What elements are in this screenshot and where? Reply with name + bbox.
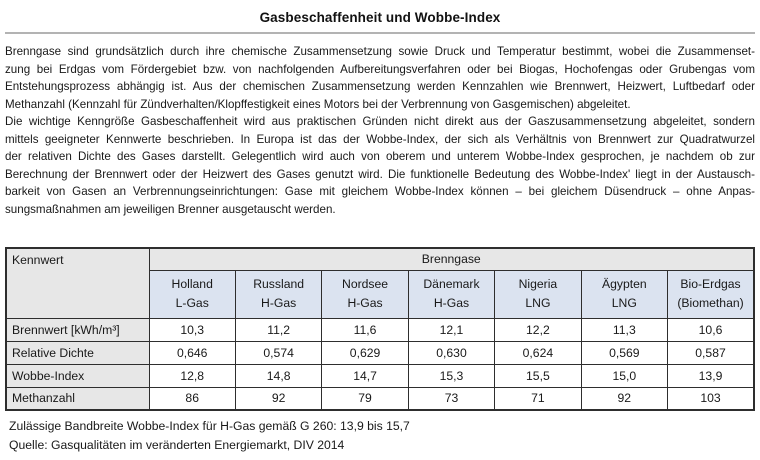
corner-header-cell: Kennwert bbox=[6, 248, 149, 318]
table-group-header-row bbox=[6, 248, 754, 270]
group-header-cell: Brenngase bbox=[149, 248, 754, 270]
column-header-region: Bio-Erdgas bbox=[680, 277, 741, 291]
table-cell: 11,6 bbox=[322, 318, 408, 341]
table-cell: 92 bbox=[581, 387, 667, 410]
column-header-gastype: H-Gas bbox=[261, 296, 297, 310]
table-cell: 13,9 bbox=[668, 364, 754, 387]
table-cell: 86 bbox=[149, 387, 235, 410]
table-cell: 79 bbox=[322, 387, 408, 410]
table-cell: 0,569 bbox=[581, 341, 667, 364]
table-cell: 10,3 bbox=[149, 318, 235, 341]
table-cell: 11,2 bbox=[235, 318, 321, 341]
column-header-gastype: H-Gas bbox=[433, 296, 470, 310]
column-header-region: Nigeria bbox=[518, 277, 558, 291]
body-line: barkeit von Gasen an Verbrennungseinrichtungen: Gase mit gleichem Wobbe-Index können – bei gleichem Düsendruck – ohne Anpas- bbox=[5, 185, 755, 198]
table-row-relative-dichte bbox=[6, 341, 754, 364]
row-label: Relative Dichte bbox=[6, 341, 149, 364]
body-line: Berechnung der Brennwert oder der Heizwert des Gases genutzt wird. Die funktionelle Bedeutung des Wobbe-Index' liegt in der Austausch- bbox=[5, 167, 755, 181]
column-header bbox=[495, 270, 581, 318]
column-header-gastype: H-Gas bbox=[347, 296, 383, 310]
table-cell: 0,629 bbox=[322, 341, 408, 364]
body-line: sungsmaßnahmen am jeweiligen Brenner ausgetauscht werden. bbox=[5, 202, 336, 216]
table-cell: 0,630 bbox=[408, 341, 494, 364]
body-line: mittels geeigneter Kennwerte beschrieben. In Europa ist das der Wobbe-Index, der sich als Verhältnis von Brennwert zur Quadratwurzel bbox=[5, 132, 755, 146]
body-line: Methanzahl (Kennzahl für Zündverhalten/Klopffestigkeit eines Motors bei der Verbrennung von Gasgemischen) abgeleitet. bbox=[5, 97, 631, 111]
column-header-region: Russland bbox=[253, 277, 305, 291]
table-cell: 71 bbox=[495, 387, 581, 410]
column-header bbox=[408, 270, 494, 318]
column-header-region: Ägypten bbox=[601, 277, 647, 291]
row-label: Brennwert [kWh/m³] bbox=[6, 318, 149, 341]
column-header bbox=[149, 270, 235, 318]
body-text bbox=[5, 43, 755, 218]
table-cell: 12,1 bbox=[408, 318, 494, 341]
column-header-region: Dänemark bbox=[423, 277, 480, 291]
column-header bbox=[581, 270, 667, 318]
table-cell: 92 bbox=[235, 387, 321, 410]
column-header bbox=[322, 270, 408, 318]
table-cell: 0,587 bbox=[668, 341, 754, 364]
body-line: der relativen Dichte des Gases darstellt. Gelegentlich wird auch von oberem und unterem Wobbe-Index gesprochen, je nachdem ob zur bbox=[5, 150, 755, 163]
table-cell: 10,6 bbox=[668, 318, 754, 341]
page-title: Gasbeschaffenheit und Wobbe-Index bbox=[259, 10, 501, 25]
table-row-wobbe-index bbox=[6, 364, 754, 387]
table-cell: 0,646 bbox=[149, 341, 235, 364]
table-cell: 12,8 bbox=[149, 364, 235, 387]
table-notes bbox=[5, 417, 755, 454]
table-cell: 14,8 bbox=[235, 364, 321, 387]
table-row-brennwert bbox=[6, 318, 754, 341]
table-row-methanzahl bbox=[6, 387, 754, 410]
gas-properties-table bbox=[5, 247, 755, 411]
column-header bbox=[235, 270, 321, 318]
column-header bbox=[668, 270, 754, 318]
table-cell: 15,5 bbox=[495, 364, 581, 387]
table-cell: 15,3 bbox=[408, 364, 494, 387]
body-line: Die wichtige Kenngröße Gasbeschaffenheit wird aus praktischen Gründen nicht direkt aus der Gaszusammensetzung abgeleitet, sondern bbox=[5, 115, 755, 128]
table-cell: 0,624 bbox=[495, 341, 581, 364]
table-cell: 12,2 bbox=[495, 318, 581, 341]
column-header-gastype: (Biomethan) bbox=[677, 296, 744, 310]
row-label: Methanzahl bbox=[6, 387, 149, 410]
column-header-gastype: LNG bbox=[611, 296, 637, 310]
body-line: Entstehungsprozess abhängig ist. Aus der chemischen Zusammensetzung werden Kennzahlen wie Brennwert, Heizwert, Luftbedarf oder bbox=[5, 80, 755, 93]
title-divider-rule bbox=[5, 32, 755, 34]
body-line: Brenngase sind grundsätzlich durch ihre chemische Zusammensetzung sowie Druck und Temperatur bestimmt, wobei die Zusammenset- bbox=[5, 45, 755, 58]
table-cell: 73 bbox=[408, 387, 494, 410]
column-header-region: Holland bbox=[171, 277, 213, 291]
table-cell: 103 bbox=[668, 387, 754, 410]
column-header-gastype: LNG bbox=[525, 296, 551, 310]
table-cell: 0,574 bbox=[235, 341, 321, 364]
body-line: zung bei Erdgas vom Fördergebiet bzw. von nachfolgenden Aufbereitungsverfahren oder bei Biogas, Hochofengas oder Grubengas vom bbox=[5, 62, 755, 76]
table-cell: 11,3 bbox=[581, 318, 667, 341]
row-label: Wobbe-Index bbox=[6, 364, 149, 387]
table-cell: 15,0 bbox=[581, 364, 667, 387]
note-wobbe-bandwidth: Zulässige Bandbreite Wobbe-Index für H-Gas gemäß G 260: 13,9 bis 15,7 bbox=[9, 419, 410, 433]
column-header-gastype: L-Gas bbox=[175, 296, 209, 310]
note-source: Quelle: Gasqualitäten im veränderten Energiemarkt, DIV 2014 bbox=[9, 437, 345, 452]
table-cell: 14,7 bbox=[322, 364, 408, 387]
column-header-region: Nordsee bbox=[342, 277, 389, 291]
